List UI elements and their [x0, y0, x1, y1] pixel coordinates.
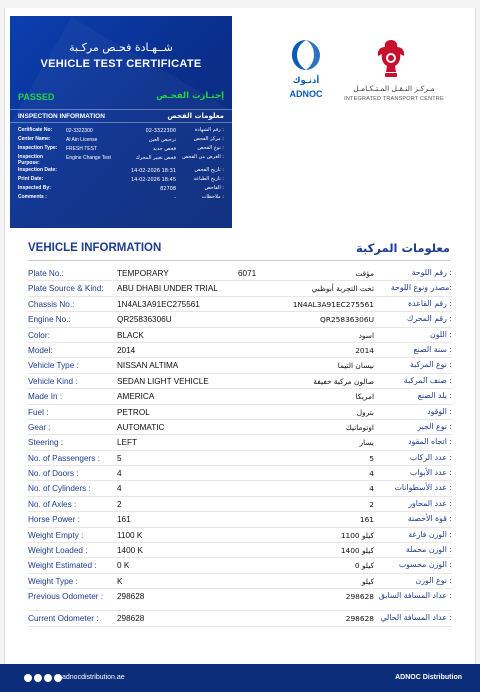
youtube-icon[interactable]	[54, 674, 62, 682]
vehicle-field-label-ar: عداد المسافة الحالي :	[380, 613, 452, 623]
vehicle-field-label-en: Current Odometer :	[28, 614, 99, 624]
adnoc-name-en: ADNOC	[289, 89, 323, 99]
vehicle-info-row	[28, 466, 452, 481]
inspection-label-ar: الفاحص :	[204, 185, 224, 191]
vehicle-field-label-ar: صنف المركبة :	[403, 375, 452, 385]
vehicle-info-row	[28, 451, 452, 466]
vehicle-field-label-en: Color:	[28, 330, 50, 340]
inspection-label-en: Inspected By:	[18, 185, 51, 191]
itc-logo	[344, 38, 444, 104]
vehicle-field-label-en: No. of Cylinders :	[28, 484, 91, 494]
inspection-label-ar: مركز الفحص :	[193, 136, 224, 142]
vehicle-field-label-ar: رقم اللوحة :	[411, 268, 452, 277]
vehicle-field-label-ar: رقم المحرك :	[406, 314, 452, 324]
inspection-value-en: FRESH TEST	[66, 146, 98, 152]
vehicle-field-value: 0 K	[117, 561, 130, 571]
vehicle-field-label-ar: عداد المسافة السابق :	[378, 591, 452, 601]
vehicle-info-title-ar: معلومات المركبة	[356, 241, 450, 255]
vehicle-field-label-en: Made In :	[28, 392, 63, 402]
inspection-label-ar: رقم الشهادة :	[194, 127, 224, 133]
vehicle-field-value: AMERICA	[117, 392, 155, 402]
vehicle-field-value-ar: 2	[369, 499, 374, 509]
vehicle-info-row	[28, 358, 452, 373]
vehicle-info-row	[28, 343, 452, 358]
vehicle-info-row	[28, 558, 452, 573]
vehicle-field-label-ar: الوزن فارغة :	[408, 529, 452, 539]
vehicle-field-value-ar: 298628	[345, 592, 374, 602]
inspection-label-en: Comments :	[18, 194, 47, 200]
vehicle-info-row	[28, 543, 452, 558]
inspection-section-header	[10, 109, 232, 123]
vehicle-info-row	[28, 589, 452, 611]
inspection-label-ar: تاريخ الفحص :	[194, 167, 224, 173]
vehicle-field-value-ar: 4	[369, 469, 374, 479]
adnoc-logo	[282, 38, 330, 104]
vehicle-field-value: 161	[117, 515, 131, 525]
vehicle-field-label-en: No. of Axles :	[28, 499, 77, 509]
inspection-header-en: INSPECTION INFORMATION	[18, 113, 105, 120]
inspection-value-en: 02-3322300	[66, 128, 93, 134]
vehicle-field-label-en: Weight Loaded :	[28, 546, 88, 556]
inspection-header-ar: معلومات الفحص	[167, 112, 224, 120]
vehicle-field-value: AUTOMATIC	[117, 422, 165, 432]
vehicle-field-label-en: Weight Type :	[28, 576, 78, 586]
vehicle-field-value: 298628	[117, 592, 145, 602]
vehicle-field-value-ar: 161	[359, 515, 374, 525]
itc-name-en: INTEGRATED TRANSPORT CENTRE	[344, 96, 444, 102]
vehicle-field-value: 2	[117, 499, 122, 509]
vehicle-field-value: 1100 K	[117, 530, 143, 540]
inspection-row	[18, 186, 224, 195]
inspection-label-en: Print Date:	[18, 176, 44, 182]
falcon-emblem-icon	[374, 38, 408, 80]
vehicle-field-value: 298628	[117, 614, 145, 624]
certificate-title-ar: شــهـادة فحـص مركـبة	[69, 41, 173, 54]
vehicle-info-row	[28, 328, 452, 343]
vehicle-field-value-ar: كيلو 0	[354, 561, 374, 571]
certificate-card	[10, 16, 232, 228]
inspection-value-ar: 14-02-2026 18:31	[130, 168, 176, 174]
inspection-label-en: Inspection Type:	[18, 145, 58, 151]
vehicle-field-value: 4	[117, 469, 122, 479]
instagram-icon[interactable]	[24, 674, 32, 682]
vehicle-field-label-en: Chassis No.:	[28, 299, 75, 309]
vehicle-field-value-ar: اسود	[358, 330, 374, 340]
vehicle-field-value: NISSAN ALTIMA	[117, 361, 179, 371]
vehicle-info-title-en: VEHICLE INFORMATION	[28, 242, 162, 254]
vehicle-info-row	[28, 435, 452, 450]
inspection-label-ar: نوع الفحص :	[197, 145, 224, 151]
vehicle-info-divider	[28, 260, 450, 261]
vehicle-field-value-ar: 298628	[345, 614, 374, 624]
vehicle-field-value-ar: نيسان التيما	[337, 361, 374, 371]
vehicle-field-value-extra: 6071	[238, 269, 257, 278]
vehicle-info-row	[28, 405, 452, 420]
vehicle-field-label-ar: نوع المركبة :	[409, 360, 452, 370]
inspection-value-ar: فحص جديد	[152, 146, 176, 152]
vehicle-field-value-ar: بترول	[356, 407, 374, 417]
vehicle-field-label-ar: الوزن محسوب :	[398, 560, 452, 570]
vehicle-field-label-ar: قوة الأحصنة :	[407, 514, 452, 524]
vehicle-field-label-en: Previous Odometer :	[28, 592, 104, 602]
footer-brand: ADNOC Distribution	[395, 674, 462, 681]
inspection-label-en: Inspection Date:	[18, 167, 57, 173]
vehicle-field-label-ar: مصدر ونوع اللوحة:	[390, 283, 452, 293]
inspection-value-ar: فحص تغيير المحرك	[135, 155, 176, 161]
vehicle-field-value-ar: 4	[369, 484, 374, 494]
vehicle-field-value-ar: QR25836306U	[320, 315, 374, 325]
vehicle-field-value: TEMPORARY	[117, 269, 169, 278]
inspection-table	[18, 128, 224, 204]
vehicle-field-value: 2014	[117, 345, 136, 355]
vehicle-field-value: K	[117, 576, 123, 586]
footer-bar	[0, 664, 480, 692]
inspection-value-ar: ترخيص العين	[148, 137, 176, 143]
adnoc-emblem-icon	[290, 38, 322, 72]
vehicle-field-value: 1400 K	[117, 546, 143, 556]
vehicle-field-label-en: Vehicle Type :	[28, 361, 79, 371]
vehicle-info-row	[28, 481, 452, 496]
vehicle-field-label-en: Engine No.:	[28, 315, 71, 325]
vehicle-field-label-ar: سنة الصنع :	[413, 344, 452, 354]
status-passed-ar: إجتـازت الفحـص	[156, 91, 224, 101]
inspection-value-ar: 14-02-2026 18:45	[130, 177, 176, 183]
vehicle-field-label-en: Model:	[28, 345, 53, 355]
inspection-label-en: Inspection Purpose:	[18, 154, 44, 166]
vehicle-field-label-ar: نوع الوزن :	[415, 575, 452, 585]
vehicle-field-value-ar: كيلو 1400	[340, 546, 374, 556]
vehicle-field-label-ar: عدد الأسطوانات :	[394, 483, 452, 493]
vehicle-info-row	[28, 312, 452, 327]
status-passed-en: PASSED	[18, 92, 55, 102]
itc-name-ar: مـركـز النـقـل المـتـكـامـل	[353, 84, 435, 93]
inspection-row	[18, 195, 224, 204]
social-icons	[24, 674, 62, 682]
vehicle-field-value: 4	[117, 484, 122, 494]
vehicle-info-row	[28, 611, 452, 626]
vehicle-field-label-ar: الوقود :	[427, 406, 452, 416]
vehicle-field-label-ar: اتجاه المقود :	[408, 437, 452, 447]
inspection-label-ar: تاريخ الطباعة :	[193, 176, 224, 182]
vehicle-info-row	[28, 266, 452, 281]
vehicle-info-row	[28, 512, 452, 527]
vehicle-field-label-ar: عدد المحاور :	[408, 498, 452, 508]
vehicle-field-value: BLACK	[117, 330, 144, 340]
vehicle-field-value: 5	[117, 453, 122, 463]
vehicle-field-label-ar: بلد الصنع :	[417, 391, 452, 401]
vehicle-field-label-en: Steering :	[28, 438, 64, 448]
inspection-value-en: Al Ain License	[66, 137, 98, 143]
adnoc-name-ar: أدنـوك	[292, 76, 320, 86]
certificate-title-en: VEHICLE TEST CERTIFICATE	[40, 58, 202, 70]
vehicle-info-row	[28, 389, 452, 404]
vehicle-info-row	[28, 297, 452, 312]
inspection-label-en: Center Name:	[18, 136, 51, 142]
vehicle-field-label-ar: نوع الجير :	[417, 421, 452, 431]
vehicle-field-value-ar: 1N4AL3A91EC275561	[292, 299, 374, 309]
vehicle-field-label-en: Gear :	[28, 422, 51, 432]
vehicle-field-value-ar: صالون مركبة خفيفة	[313, 376, 374, 386]
inspection-value-ar: 82708	[160, 186, 176, 192]
vehicle-info-row	[28, 374, 452, 389]
vehicle-field-value: SEDAN LIGHT VEHICLE	[117, 376, 209, 386]
vehicle-field-label-en: Horse Power :	[28, 515, 80, 525]
vehicle-field-label-ar: عدد الركاب :	[409, 452, 452, 462]
vehicle-field-value-ar: كيلو 1100	[340, 530, 374, 540]
vehicle-field-label-ar: رقم القاعدة :	[408, 298, 452, 308]
facebook-icon[interactable]	[44, 674, 52, 682]
vehicle-field-label-en: Fuel :	[28, 407, 49, 417]
vehicle-field-label-ar: اللون :	[430, 329, 452, 339]
vehicle-field-value-ar: امريكا	[355, 392, 374, 402]
vehicle-field-value: 1N4AL3A91EC275561	[117, 299, 200, 309]
vehicle-field-value: ABU DHABI UNDER TRIAL	[117, 284, 218, 294]
vehicle-field-label-ar: الوزن محملة :	[405, 545, 452, 555]
vehicle-info-row	[28, 528, 452, 543]
vehicle-field-label-en: No. of Passengers :	[28, 453, 100, 463]
vehicle-field-value-ar: اوتوماتيك	[345, 422, 374, 432]
vehicle-info-table	[28, 266, 452, 627]
footer-website[interactable]: adnocdistribution.ae	[62, 674, 125, 681]
inspection-label-en: Certificate No:	[18, 127, 53, 133]
vehicle-info-row	[28, 281, 452, 296]
vehicle-field-value: LEFT	[117, 438, 138, 448]
vehicle-field-label-en: Weight Estimated :	[28, 561, 97, 571]
vehicle-field-label-en: Weight Empty :	[28, 530, 84, 540]
vehicle-field-value: QR25836306U	[117, 315, 172, 325]
vehicle-field-label-en: Plate Source & Kind:	[28, 284, 104, 294]
vehicle-field-label-en: Vehicle Kind :	[28, 376, 78, 386]
vehicle-field-label-en: Plate No.:	[28, 269, 64, 278]
twitter-icon[interactable]	[34, 674, 42, 682]
vehicle-field-value: PETROL	[117, 407, 150, 417]
vehicle-field-value-ar: يسار	[359, 438, 374, 448]
vehicle-field-value-ar: 2014	[355, 345, 374, 355]
vehicle-info-row	[28, 574, 452, 589]
vehicle-field-value-ar: كيلو	[361, 576, 374, 586]
vehicle-info-row	[28, 497, 452, 512]
vehicle-field-value-ar: تحت التجربة أبوظبي	[311, 284, 374, 294]
vehicle-field-label-en: No. of Doors :	[28, 469, 79, 479]
inspection-label-ar: ملاحظات :	[201, 194, 224, 200]
vehicle-field-value-ar: 5	[369, 453, 374, 463]
inspection-value-ar: -	[174, 195, 176, 201]
vehicle-info-row	[28, 420, 452, 435]
vehicle-field-value-ar: مؤقت	[355, 269, 374, 278]
inspection-label-ar: الغرض من الفحص :	[182, 154, 224, 160]
inspection-value-en: Engine Change Test	[66, 155, 111, 161]
inspection-value-ar: 02-3322300	[145, 128, 176, 134]
vehicle-field-label-ar: عدد الأبواب :	[409, 468, 452, 478]
